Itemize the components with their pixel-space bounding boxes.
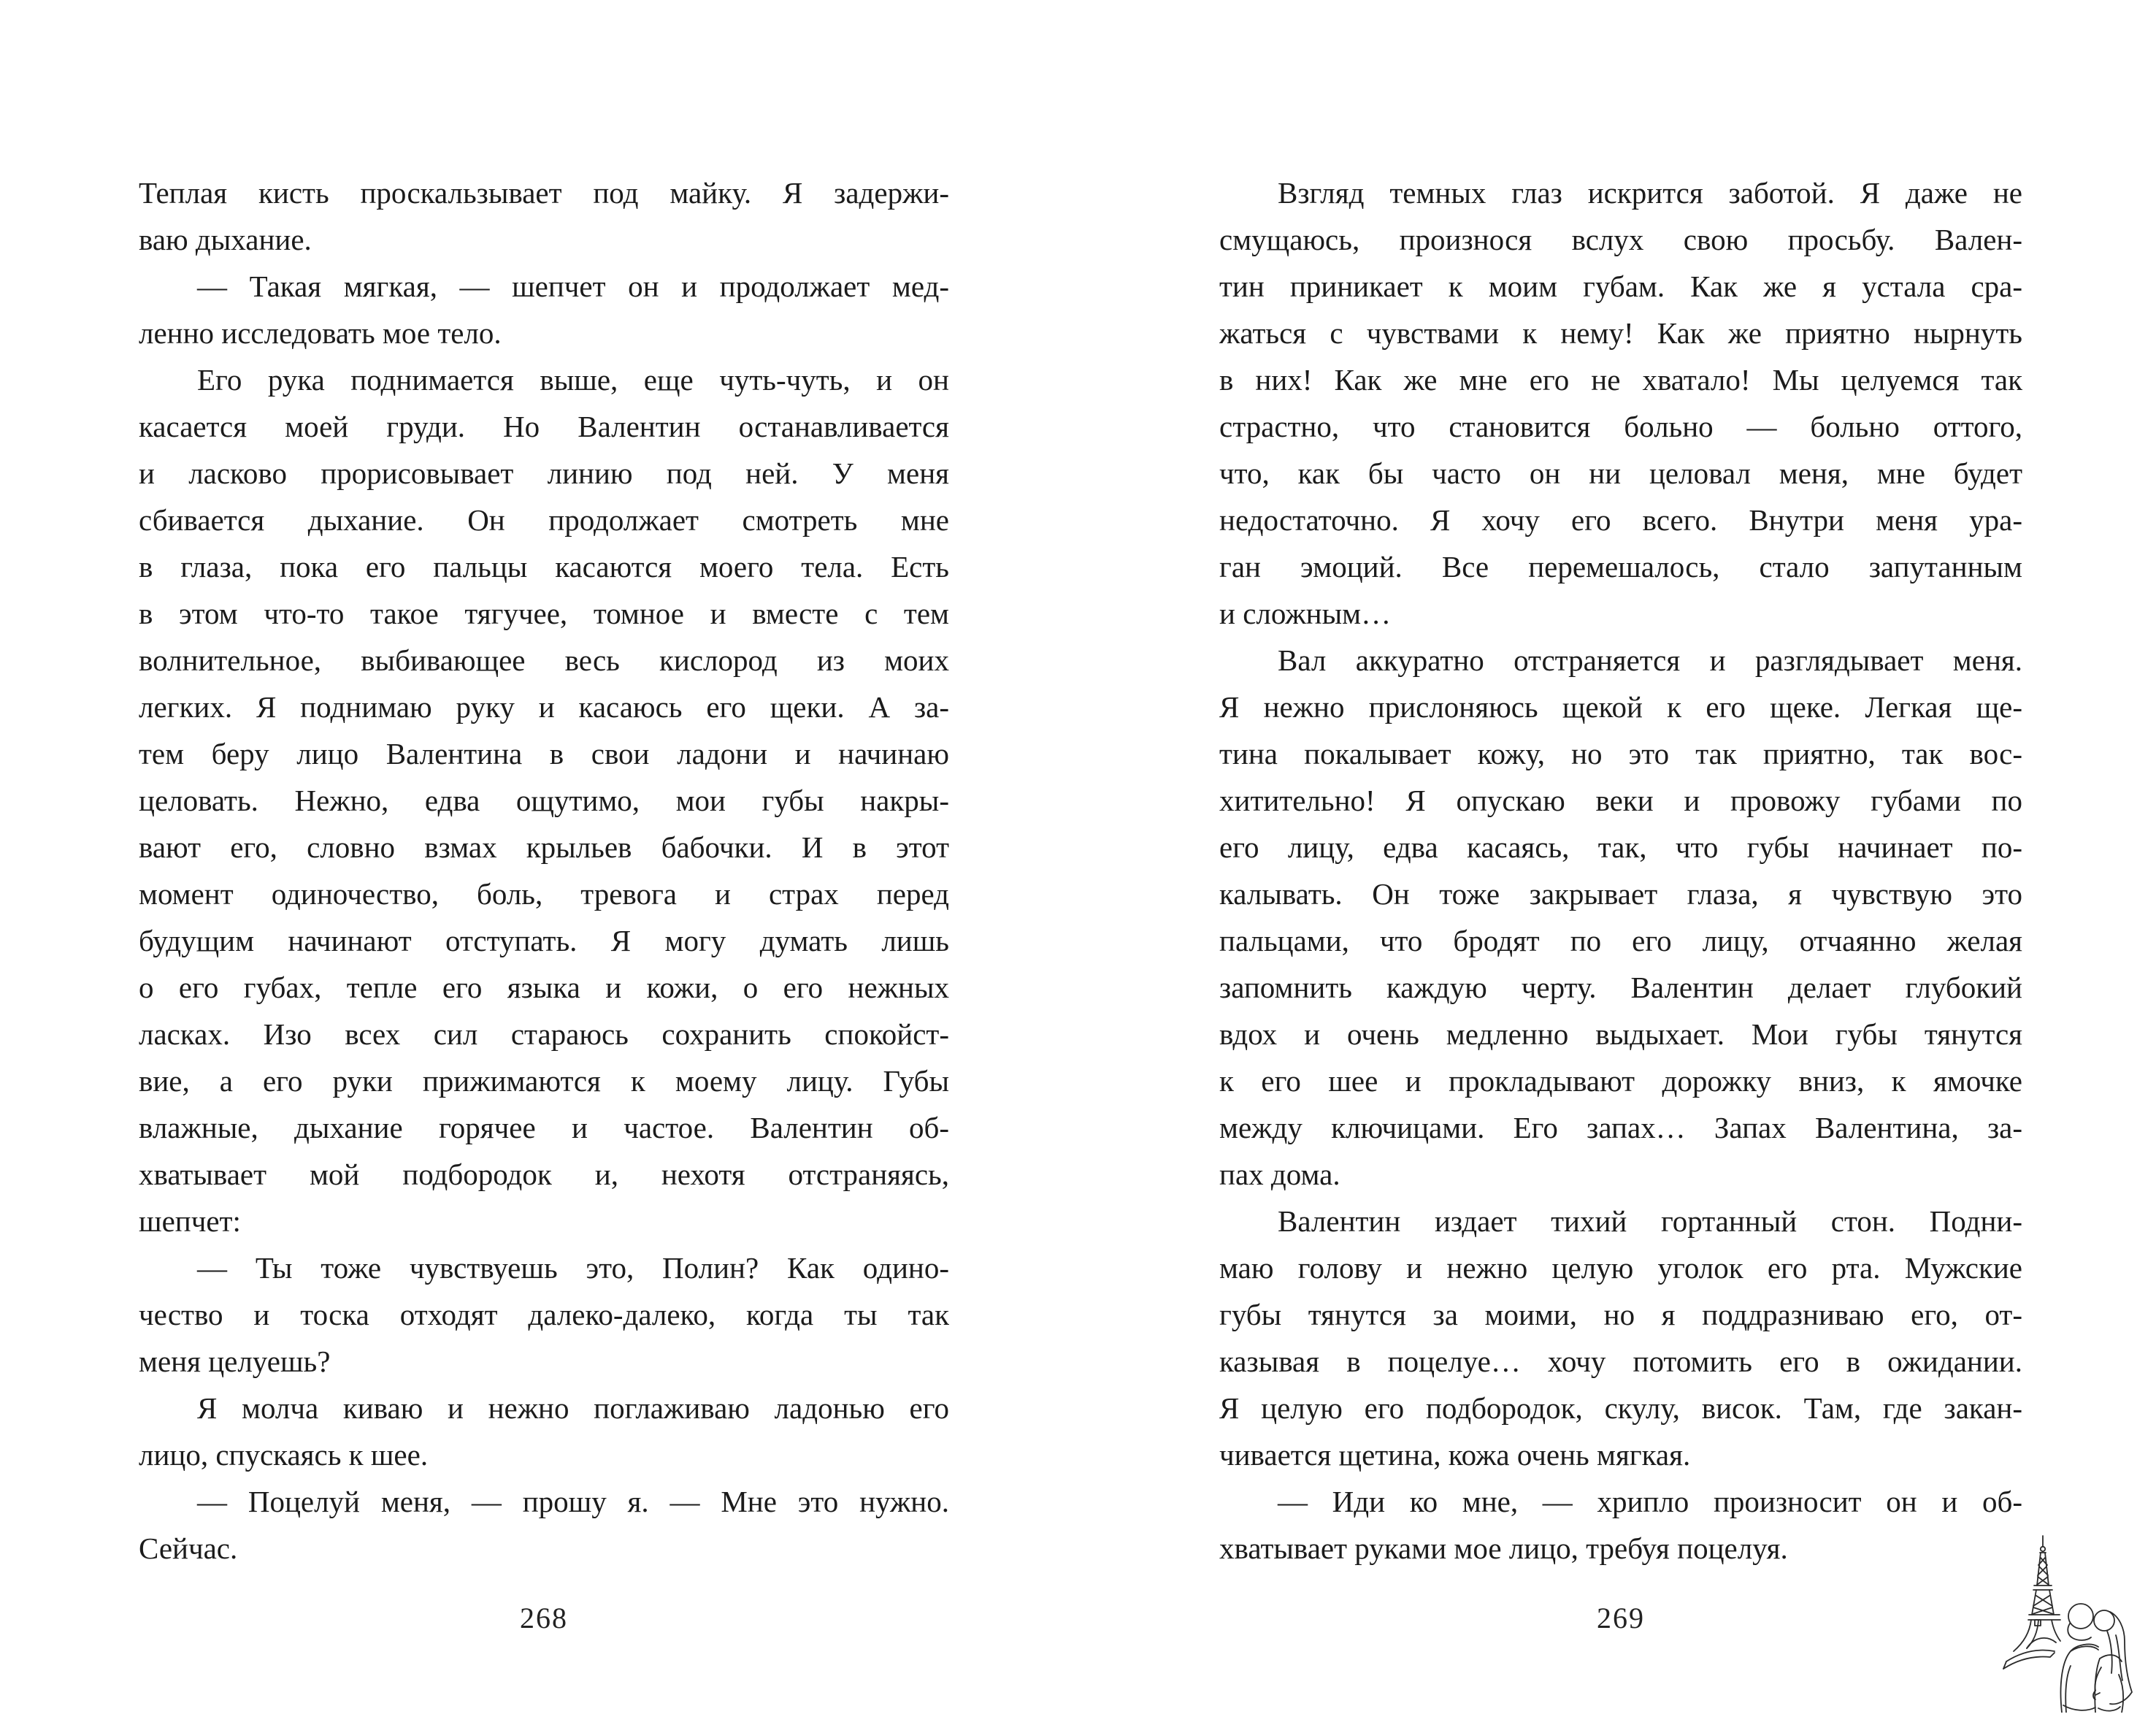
text-line: момент одиночество, боль, тревога и страх перед (139, 877, 949, 911)
text-line: Его рука поднимается выше, еще чуть-чуть, и он (197, 363, 949, 397)
text-line: хитительно! Я опускаю веки и провожу губами по (1219, 784, 2022, 817)
text-line: в них! Как же мне его не хватало! Мы целуемся так (1219, 363, 2022, 397)
text-line: — Поцелуй меня, — прошу я. — Мне это нужно. (197, 1485, 949, 1518)
text-line: недостаточно. Я хочу его всего. Внутри меня ура- (1219, 503, 2022, 537)
text-line: казывая в поцелуе… хочу потомить его в ожидании. (1219, 1345, 2022, 1378)
text-line: будущим начинают отступать. Я могу думать лишь (139, 924, 949, 957)
text-line: и ласково прорисовывает линию под ней. У меня (139, 456, 949, 490)
text-line: — Такая мягкая, — шепчет он и продолжает мед- (197, 269, 949, 303)
page-number-right: 269 (1597, 1602, 1645, 1634)
text-line: пальцами, что бродят по его лицу, отчаянно желая (1219, 924, 2022, 957)
text-line: жаться с чувствами к нему! Как же приятно нырнуть (1219, 316, 2022, 350)
text-line: калывать. Он тоже закрывает глаза, я чувствую это (1219, 877, 2022, 911)
paragraph (139, 1244, 949, 1385)
text-line: чивается щетина, кожа очень мягкая. (1219, 1438, 1691, 1472)
paragraph (1219, 637, 2022, 1198)
text-line: ган эмоций. Все перемешалось, стало запутанным (1219, 550, 2022, 584)
text-line: губы тянутся за моими, но я поддразниваю его, от- (1219, 1298, 2022, 1331)
text-line: ваю дыхание. (139, 223, 312, 256)
text-line: лицо, спускаясь к шее. (139, 1438, 429, 1472)
text-line: в глаза, пока его пальцы касаются моего тела. Есть (139, 550, 949, 584)
text-line: хватывает руками мое лицо, требуя поцелуя. (1219, 1531, 1788, 1565)
text-line: и сложным… (1219, 597, 1392, 630)
text-line: Сейчас. (139, 1531, 238, 1565)
text-line: Валентин издает тихий гортанный стон. Подни- (1278, 1204, 2022, 1238)
paragraph (1219, 1478, 2022, 1572)
text-line: смущаюсь, произнося вслух свою просьбу. Вален- (1219, 223, 2022, 256)
couple-eiffel-tower-illustration (2000, 1530, 2147, 1713)
text-line: тина покалывает кожу, но это так приятно, так вос- (1219, 737, 2022, 770)
text-line: к его шее и прокладывают дорожку вниз, к ямочке (1219, 1064, 2022, 1098)
text-line: чество и тоска отходят далеко-далеко, когда ты так (139, 1298, 949, 1331)
text-line: легких. Я поднимаю руку и касаюсь его щеки. А за- (139, 690, 949, 724)
text-line: что, как бы часто он ни целовал меня, мне будет (1219, 456, 2022, 490)
paragraph (1219, 169, 2022, 637)
text-line: вают его, словно взмах крыльев бабочки. И в этот (139, 830, 949, 864)
text-line: Взгляд темных глаз искрится заботой. Я даже не (1278, 176, 2022, 210)
text-line: ленно исследовать мое тело. (139, 316, 502, 350)
text-line: Я нежно прислоняюсь щекой к его щеке. Легкая ще- (1219, 690, 2022, 724)
text-line: его лицу, едва касаясь, так, что губы начинает по- (1219, 830, 2022, 864)
paragraph (139, 1385, 949, 1478)
text-line: тин приникает к моим губам. Как же я устала сра- (1219, 269, 2022, 303)
text-line: Я молча киваю и нежно поглаживаю ладонью его (197, 1391, 949, 1425)
text-line: волнительное, выбивающее весь кислород из моих (139, 643, 949, 677)
paragraph (139, 263, 949, 356)
text-line: целовать. Нежно, едва ощутимо, мои губы накры- (139, 784, 949, 817)
text-line: пах дома. (1219, 1158, 1340, 1191)
paragraph (1219, 1198, 2022, 1478)
page-number-left: 268 (520, 1602, 568, 1634)
text-line: сбивается дыхание. Он продолжает смотреть мне (139, 503, 949, 537)
text-line: между ключицами. Его запах… Запах Валентина, за- (1219, 1111, 2022, 1144)
text-line: маю голову и нежно целую уголок его рта. Мужские (1219, 1251, 2022, 1285)
text-line: страстно, что становится больно — больно оттого, (1219, 410, 2022, 443)
page-left-text (139, 169, 949, 1572)
text-line: ласках. Изо всех сил стараюсь сохранить спокойст- (139, 1017, 949, 1051)
paragraph (139, 356, 949, 1244)
text-line: касается моей груди. Но Валентин останавливается (139, 410, 949, 443)
text-line: в этом что-то такое тягучее, томное и вместе с тем (139, 597, 949, 630)
paragraph (139, 1478, 949, 1572)
text-line: — Иди ко мне, — хрипло произносит он и об- (1278, 1485, 2022, 1518)
text-line: шепчет: (139, 1204, 241, 1238)
text-line: хватывает мой подбородок и, нехотя отстраняясь, (139, 1158, 949, 1191)
text-line: — Ты тоже чувствуешь это, Полин? Как одино- (197, 1251, 949, 1285)
text-line: влажные, дыхание горячее и частое. Валентин об- (139, 1111, 949, 1144)
paragraph (139, 169, 949, 263)
text-line: запомнить каждую черту. Валентин делает глубокий (1219, 971, 2022, 1004)
page-right-text (1219, 169, 2022, 1572)
text-line: тем беру лицо Валентина в свои ладони и начинаю (139, 737, 949, 770)
text-line: Я целую его подбородок, скулу, висок. Там, где закан- (1219, 1391, 2022, 1425)
text-line: о его губах, тепле его языка и кожи, о его нежных (139, 971, 949, 1004)
text-line: меня целуешь? (139, 1345, 331, 1378)
eiffel-tower-couple-line-art (2000, 1530, 2147, 1713)
text-line: вдох и очень медленно выдыхает. Мои губы тянутся (1219, 1017, 2022, 1051)
text-line: вие, а его руки прижимаются к моему лицу. Губы (139, 1064, 949, 1098)
text-line: Теплая кисть проскальзывает под майку. Я задержи- (139, 176, 949, 210)
text-line: Вал аккуратно отстраняется и разглядывает меня. (1278, 643, 2022, 677)
